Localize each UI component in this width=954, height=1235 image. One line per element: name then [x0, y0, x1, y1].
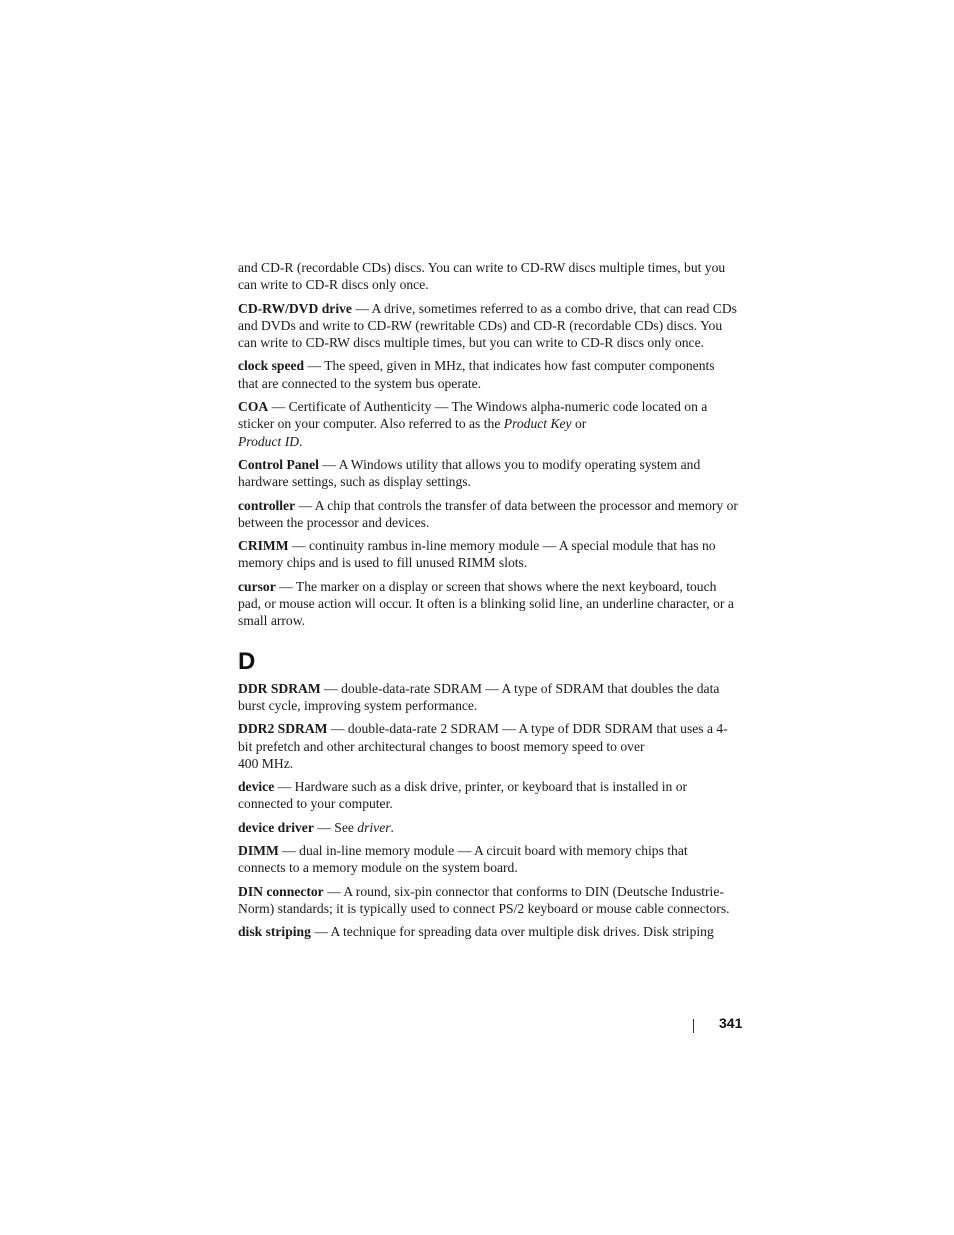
entry-definition: — Certificate of Authenticity — The Windows alpha-numeric code located on a sticker on your computer. Also referred to as the [238, 399, 708, 432]
glossary-entry-disk-striping [238, 923, 738, 940]
entry-term: device driver [238, 819, 314, 835]
entry-term: Control Panel [238, 456, 319, 472]
entry-definition: — The speed, given in MHz, that indicates how fast computer components that are connected to the system bus operate. [238, 358, 715, 391]
footer-divider [693, 1019, 694, 1033]
glossary-entry-ddr2-sdram [238, 720, 738, 772]
entry-definition: — double-data-rate 2 SDRAM — A type of DDR SDRAM that uses a 4-bit prefetch and other architectural changes to boost memory speed to over [238, 721, 728, 754]
entry-term: CD-RW/DVD drive [238, 300, 352, 316]
entry-term: controller [238, 497, 296, 513]
entry-term: DIN connector [238, 883, 324, 899]
entry-definition: — continuity rambus in-line memory module — A special module that has no memory chips and is used to fill unused RIMM slots. [238, 538, 716, 571]
glossary-entry-din-connector [238, 883, 738, 918]
entry-term: device [238, 779, 275, 795]
glossary-entry-coa [238, 398, 738, 450]
entry-definition: — double-data-rate SDRAM — A type of SDRAM that doubles the data burst cycle, improving system performance. [238, 680, 720, 713]
entry-italic-term: Product Key [503, 416, 572, 432]
entry-term: DDR2 SDRAM [238, 721, 328, 737]
entry-definition: — A drive, sometimes referred to as a combo drive, that can read CDs and DVDs and write to CD-RW (rewritable CDs) and CD-R (recordable CDs) discs. You can write to CD-RW discs multiple times, but you can write to CD-R discs only once. [238, 300, 737, 351]
glossary-entry-crimm [238, 537, 738, 572]
page-number: 341 [719, 1015, 743, 1031]
glossary-entry-control-panel [238, 456, 738, 491]
entry-term: COA [238, 399, 269, 415]
glossary-entry-controller [238, 497, 738, 532]
entry-italic-term: driver [357, 819, 391, 835]
entry-definition: — dual in-line memory module — A circuit board with memory chips that connects to a memory module on the system board. [238, 843, 688, 876]
entry-definition: — A chip that controls the transfer of data between the processor and memory or between the processor and devices. [238, 497, 738, 530]
glossary-entry-clock-speed [238, 357, 738, 392]
entry-definition: . [299, 433, 303, 449]
entry-definition: — A technique for spreading data over multiple disk drives. Disk striping [310, 924, 714, 940]
entry-definition: or [571, 416, 587, 432]
entry-definition: — A Windows utility that allows you to modify operating system and hardware settings, such as display settings. [238, 456, 701, 490]
entry-italic-term: Product ID [238, 433, 300, 449]
entry-definition: — A round, six-pin connector that conforms to DIN (Deutsche Industrie-Norm) standards; it is typically used to connect PS/2 keyboard or mouse cable connectors. [238, 883, 730, 916]
continuation-text: and CD-R (recordable CDs) discs. You can write to CD-RW discs multiple times, but you can write to CD-R discs only once. [238, 260, 726, 293]
entry-definition: — Hardware such as a disk drive, printer, or keyboard that is installed in or connected to your computer. [238, 779, 688, 812]
section-letter-heading: D [238, 647, 256, 675]
entry-term: DDR SDRAM [238, 680, 321, 696]
glossary-entry-device [238, 778, 738, 813]
entry-term: CRIMM [238, 538, 289, 554]
entry-definition: — See [313, 819, 358, 835]
glossary-content [238, 259, 738, 947]
glossary-entry-cdrw-dvd [238, 300, 738, 352]
glossary-continuation [238, 259, 738, 294]
glossary-entry-dimm [238, 842, 738, 877]
entry-term: disk striping [238, 924, 311, 940]
entry-definition: 400 MHz. [238, 755, 294, 771]
glossary-entry-cursor [238, 578, 738, 630]
glossary-entry-ddr-sdram [238, 680, 738, 715]
entry-term: cursor [238, 578, 276, 594]
glossary-entry-device-driver [238, 819, 738, 836]
entry-definition: — The marker on a display or screen that shows where the next keyboard, touch pad, or mouse action will occur. It often is a blinking solid line, an underline character, or a small arrow. [238, 578, 734, 629]
entry-definition: . [390, 819, 394, 835]
entry-term: DIMM [238, 843, 279, 859]
entry-term: clock speed [238, 358, 305, 374]
